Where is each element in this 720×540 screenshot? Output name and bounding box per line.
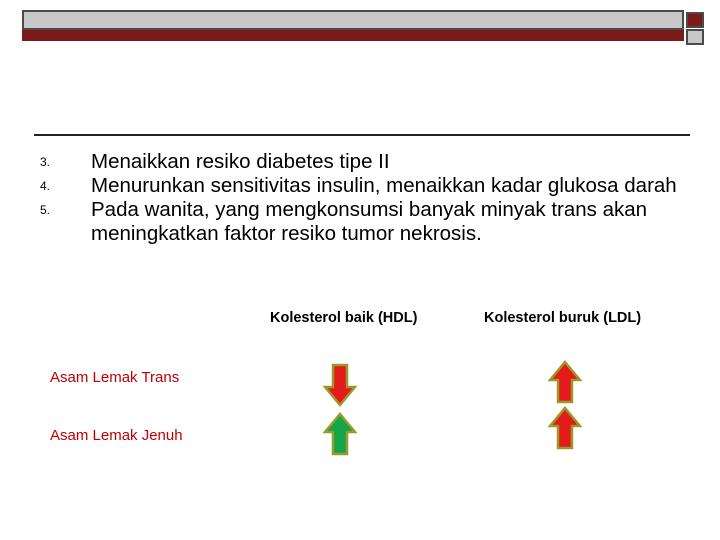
row-label-trans: Asam Lemak Trans [50, 369, 180, 386]
title-bar-decoration [22, 10, 684, 30]
divider-line [34, 134, 690, 136]
row-label-jenuh: Asam Lemak Jenuh [50, 427, 183, 444]
list-number: 4. [40, 179, 51, 193]
corner-square-gray [686, 29, 704, 45]
list-item-text: Menaikkan resiko diabetes tipe II [91, 150, 390, 173]
up-arrow-shape [325, 414, 355, 454]
up-arrow-icon [548, 360, 582, 404]
title-bar-accent [22, 30, 684, 41]
column-header-hdl: Kolesterol baik (HDL) [270, 310, 418, 326]
list-number: 3. [40, 155, 51, 169]
down-arrow-icon [323, 363, 357, 407]
list-item [40, 150, 690, 174]
list-item [40, 174, 690, 198]
list-number: 5. [40, 203, 51, 217]
list-item-text: Pada wanita, yang mengkonsumsi banyak minyak trans akan meningkatkan faktor resiko tumor nekrosis. [91, 198, 648, 245]
list-item [40, 198, 690, 246]
numbered-list [40, 150, 690, 246]
up-arrow-icon [323, 412, 357, 456]
list-item-text: Menurunkan sensitivitas insulin, menaikkan kadar glukosa darah [91, 174, 677, 197]
up-arrow-icon [548, 406, 582, 450]
up-arrow-shape [550, 408, 580, 448]
up-arrow-shape [550, 362, 580, 402]
down-arrow-shape [325, 365, 355, 405]
column-header-ldl: Kolesterol buruk (LDL) [484, 310, 642, 326]
corner-square-red [686, 12, 704, 28]
